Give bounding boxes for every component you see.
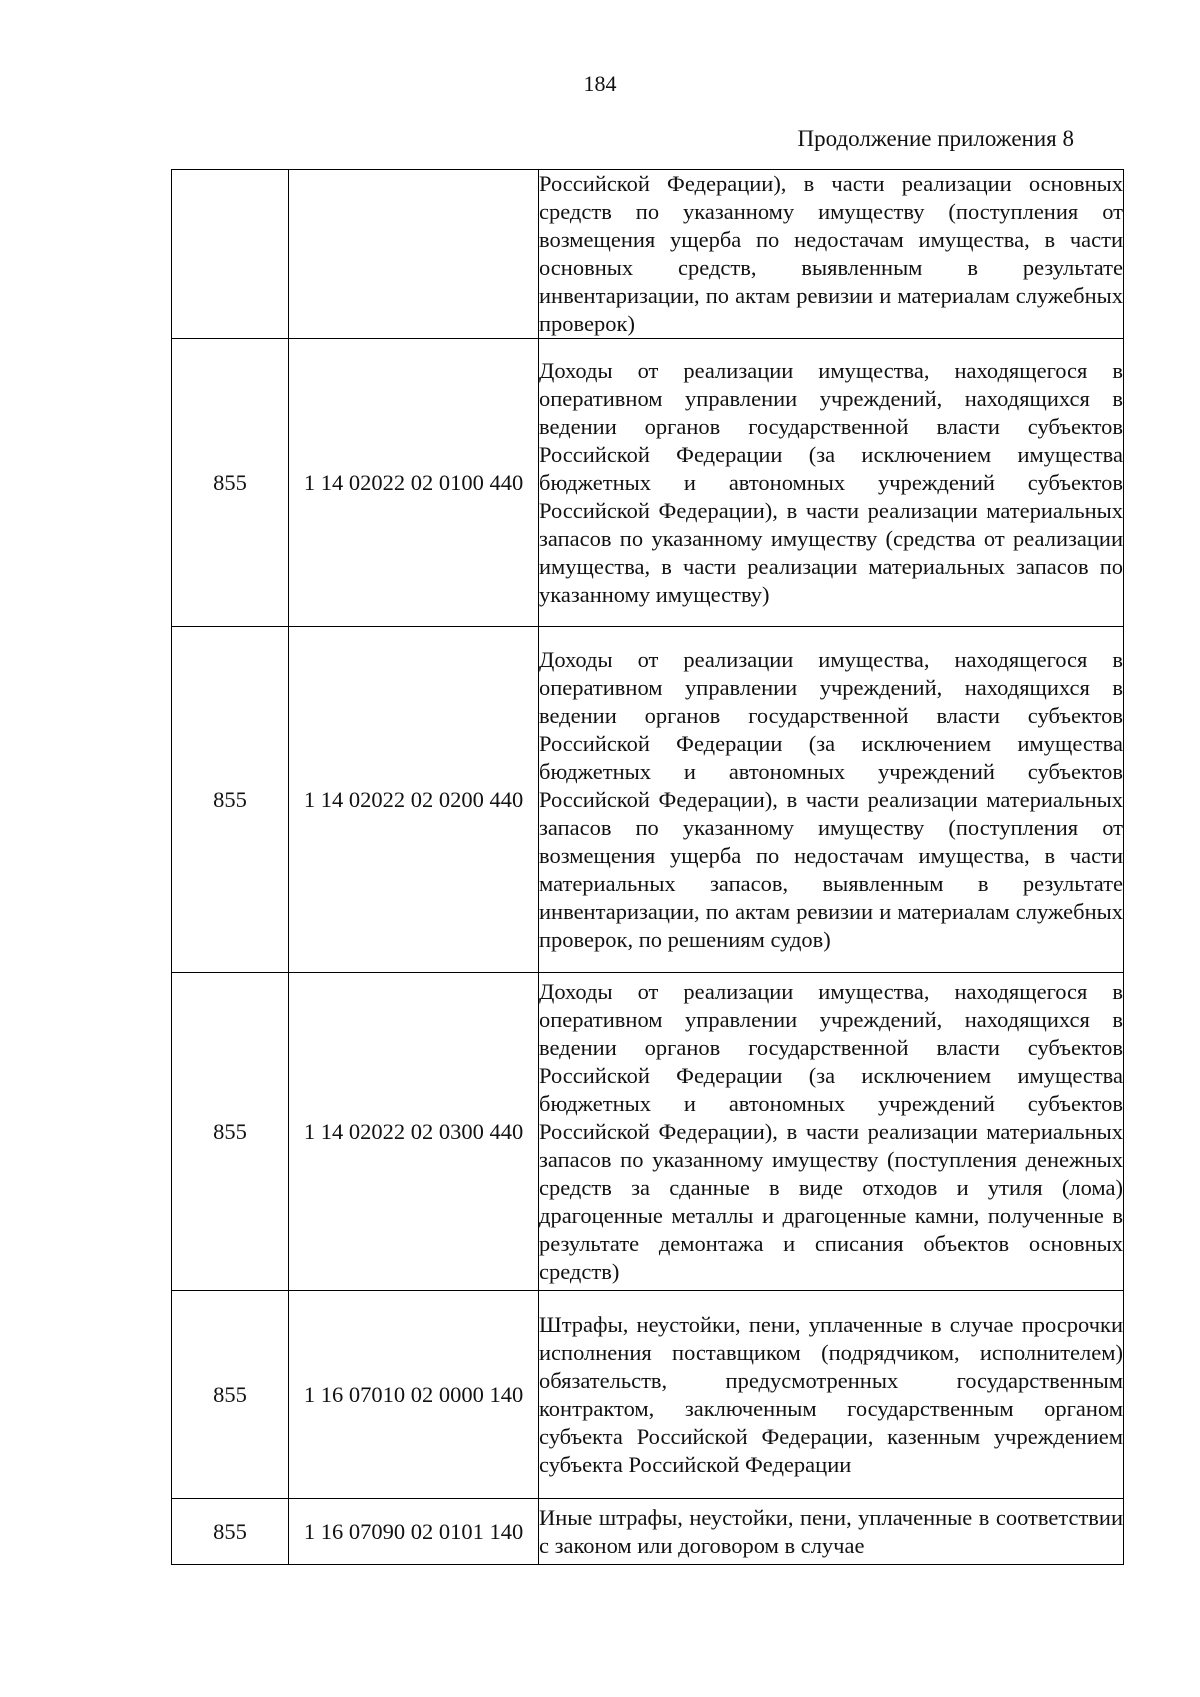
- budget-classification-code-cell: 1 14 02022 02 0200 440: [289, 627, 539, 973]
- budget-classification-code-cell: 1 14 02022 02 0100 440: [289, 339, 539, 627]
- revenue-description-cell: Российской Федерации), в части реализации основных средств по указанному имуществу (поступления от возмещения ущерба по недостачам имущества, в части основных средств, выявленным в результате инвентаризации, по актам ревизии и материалам служебных проверок): [539, 170, 1124, 339]
- revenue-description-cell: Доходы от реализации имущества, находящегося в оперативном управлении учреждений, находящихся в ведении органов государственной власти субъектов Российской Федерации (за исключением имущества бюджетных и автономных учреждений субъектов Российской Федерации), в части реализации материальных запасов по указанному имуществу (поступления денежных средств за сданные в виде отходов и утиля (лома) драгоценные металлы и драгоценные камни, полученные в результате демонтажа и списания объектов основных средств): [539, 973, 1124, 1291]
- revenue-description-cell: Доходы от реализации имущества, находящегося в оперативном управлении учреждений, находящихся в ведении органов государственной власти субъектов Российской Федерации (за исключением имущества бюджетных и автономных учреждений субъектов Российской Федерации), в части реализации материальных запасов по указанному имуществу (поступления от возмещения ущерба по недостачам имущества, в части материальных запасов, выявленным в результате инвентаризации, по актам ревизии и материалам служебных проверок, по решениям судов): [539, 627, 1124, 973]
- appendix-continuation-label: Продолжение приложения 8: [797, 126, 1074, 151]
- page-number: 184: [583, 71, 617, 96]
- table-row: [172, 1291, 1124, 1499]
- table-row: [172, 1499, 1124, 1565]
- revenue-codes-table: [171, 169, 1124, 1565]
- admin-code-cell: 855: [172, 1499, 289, 1565]
- budget-classification-code-cell: 1 16 07010 02 0000 140: [289, 1291, 539, 1499]
- table-row: [172, 170, 1124, 339]
- admin-code-cell: 855: [172, 1291, 289, 1499]
- budget-classification-code-cell: [289, 170, 539, 339]
- revenue-description-cell: Доходы от реализации имущества, находящегося в оперативном управлении учреждений, находящихся в ведении органов государственной власти субъектов Российской Федерации (за исключением имущества бюджетных и автономных учреждений субъектов Российской Федерации), в части реализации материальных запасов по указанному имуществу (средства от реализации имущества, в части реализации материальных запасов по указанному имуществу): [539, 339, 1124, 627]
- budget-classification-code-cell: 1 16 07090 02 0101 140: [289, 1499, 539, 1565]
- table-row: [172, 627, 1124, 973]
- budget-classification-code-cell: 1 14 02022 02 0300 440: [289, 973, 539, 1291]
- revenue-description-cell: Иные штрафы, неустойки, пени, уплаченные в соответствии с законом или договором в случае: [539, 1499, 1124, 1565]
- admin-code-cell: 855: [172, 339, 289, 627]
- admin-code-cell: 855: [172, 973, 289, 1291]
- table-row: [172, 973, 1124, 1291]
- admin-code-cell: 855: [172, 627, 289, 973]
- revenue-description-cell: Штрафы, неустойки, пени, уплаченные в случае просрочки исполнения поставщиком (подрядчиком, исполнителем) обязательств, предусмотренных государственным контрактом, заключенным государственным органом субъекта Российской Федерации, казенным учреждением субъекта Российской Федерации: [539, 1291, 1124, 1499]
- table-row: [172, 339, 1124, 627]
- admin-code-cell: [172, 170, 289, 339]
